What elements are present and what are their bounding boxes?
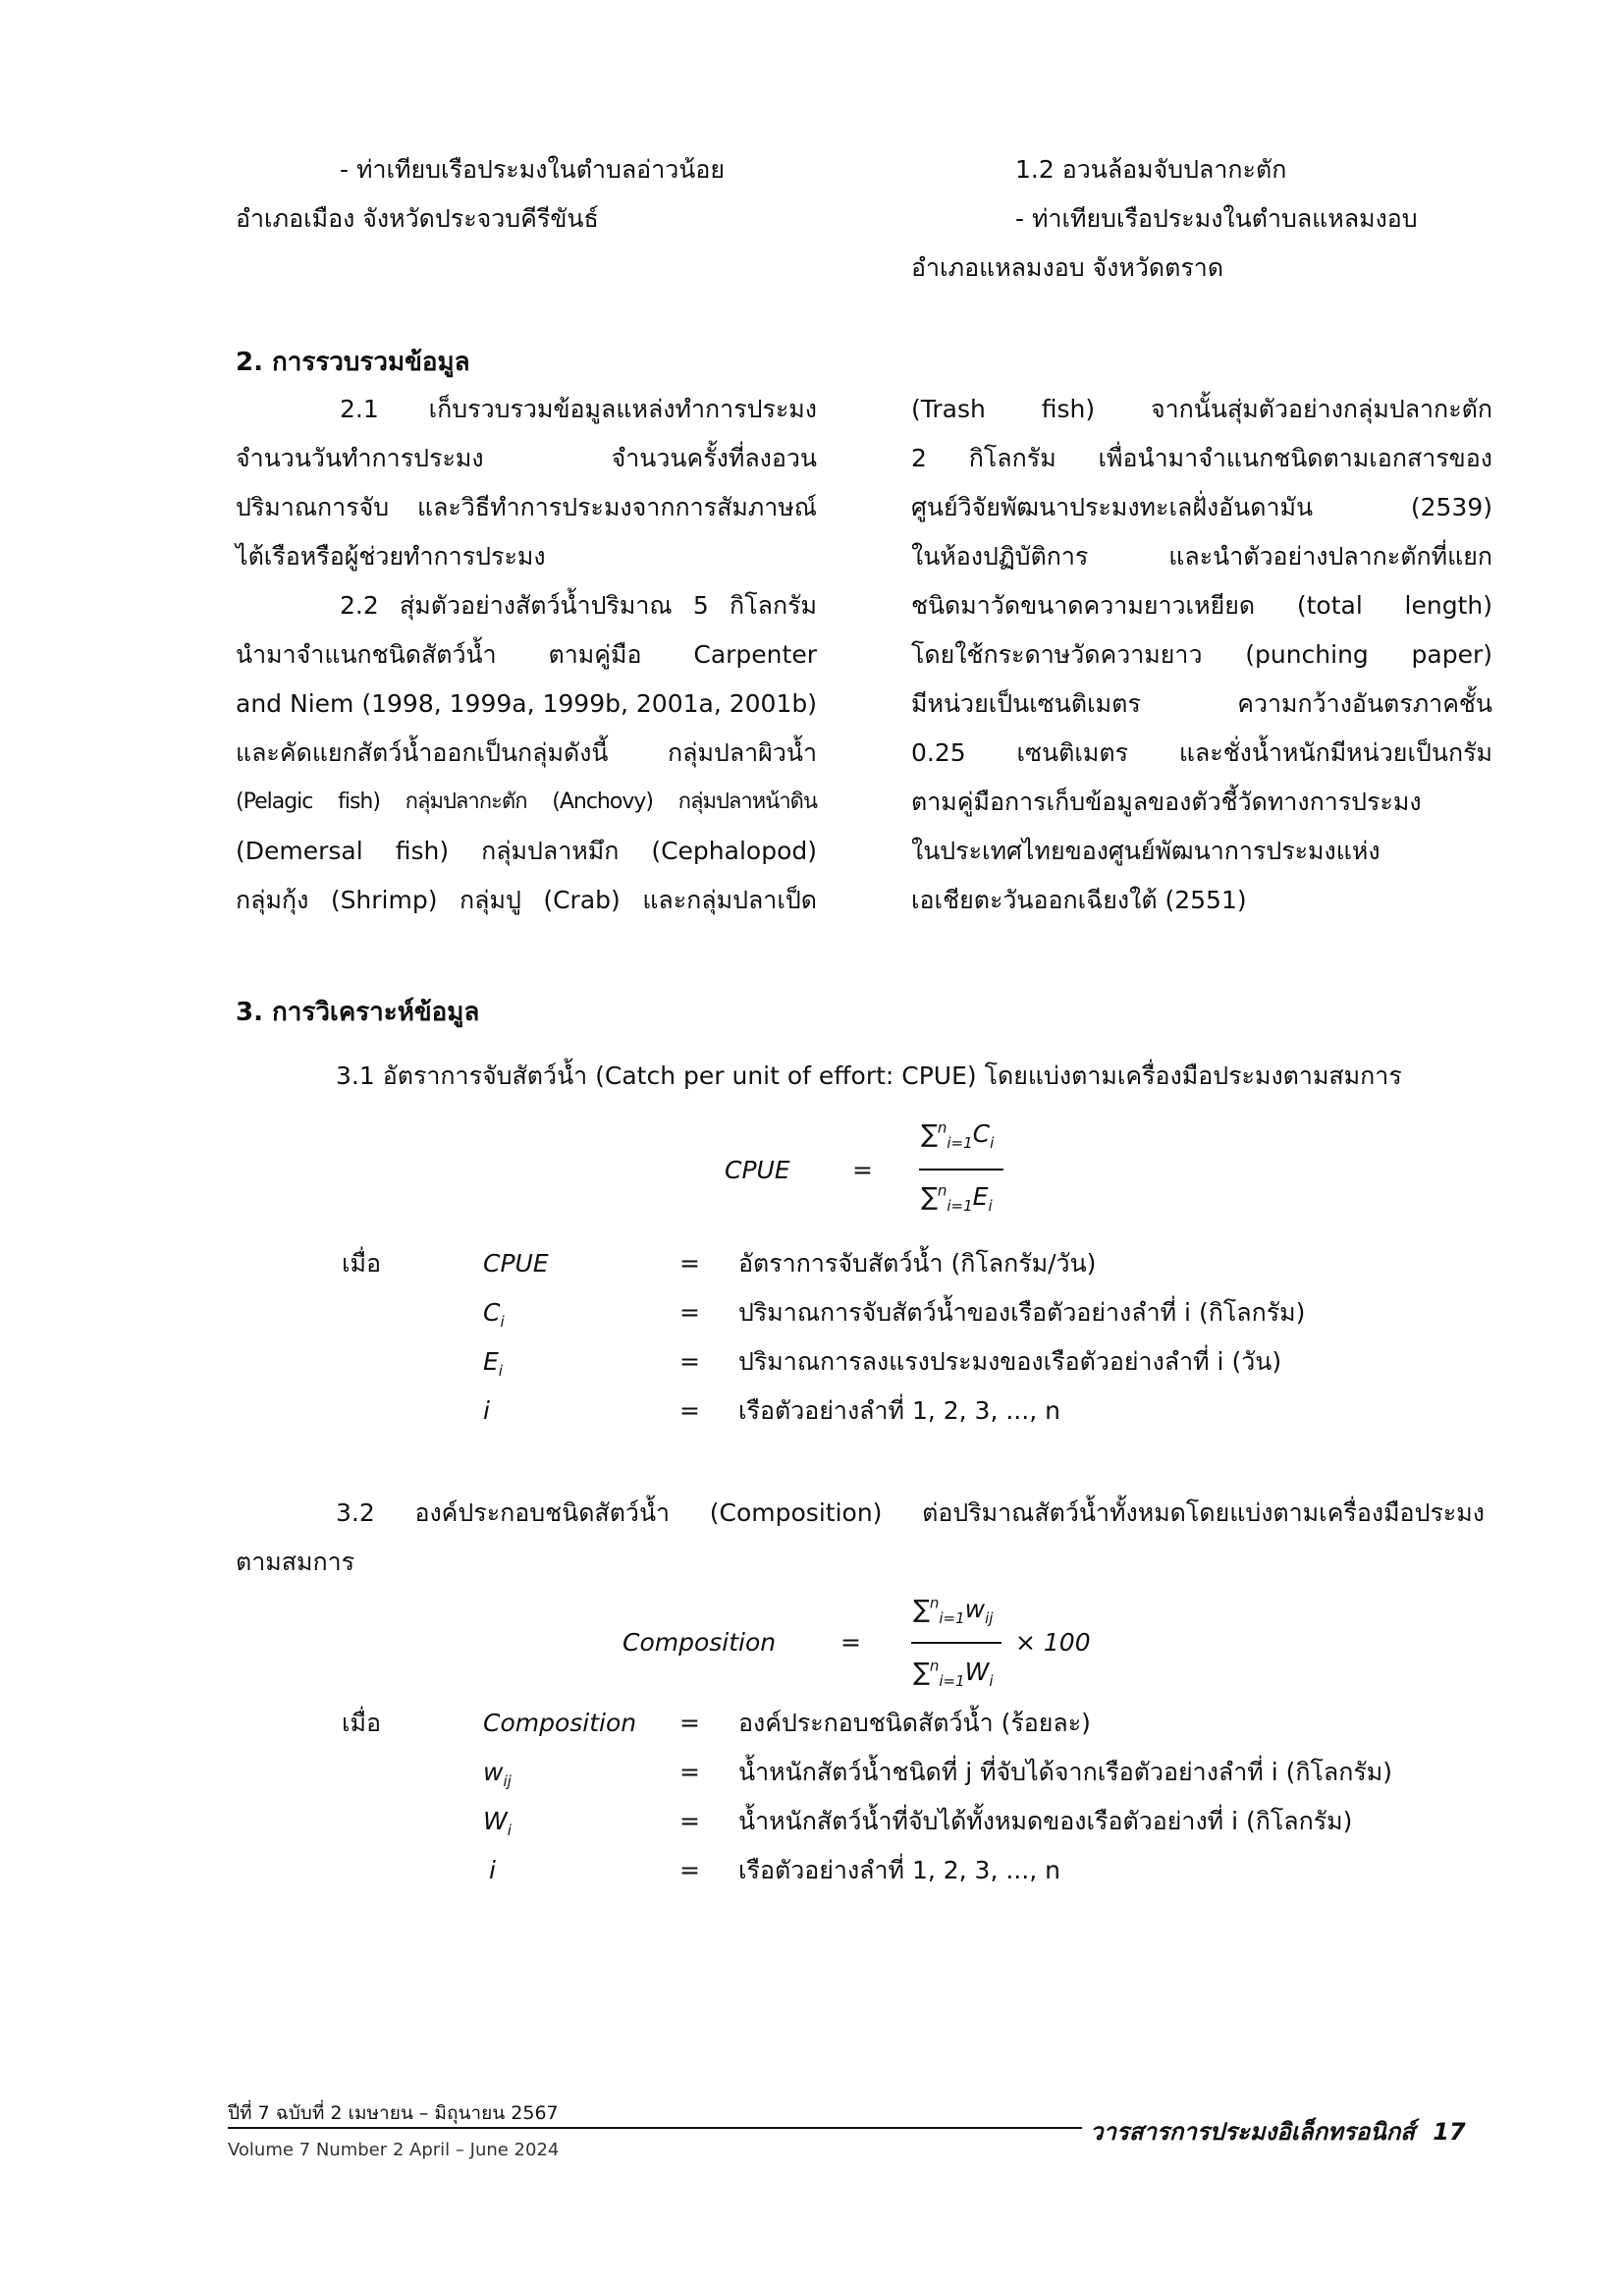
where-label: เมื่อ (342, 1709, 382, 1737)
where-label: เมื่อ (342, 1249, 382, 1278)
footer-issue-english: Volume 7 Number 2 April – June 2024 (228, 2140, 560, 2160)
equation-denominator (921, 1178, 993, 1216)
top-left-column (236, 151, 817, 233)
denominator-symbol: W (964, 1658, 990, 1686)
denominator-subscript: i (989, 1672, 994, 1690)
def-symbol: $E_i$ (483, 1347, 503, 1380)
def-description: น้ำหนักสัตว์น้ำชนิดที่ j ที่จับได้จากเรือตัวอย่างลำที่ i (กิโลกรัม) (738, 1758, 1393, 1786)
sigma-symbol: ∑ (921, 1119, 938, 1148)
paragraph-line: ปริมาณการจับ และวิธีทำการประมงจากการสัมภาษณ์ (236, 493, 817, 521)
sum-lower-limit: i=1 (939, 1609, 965, 1627)
numerator-subscript: i (990, 1134, 995, 1152)
top-left-line: อำเภอเมือง จังหวัดประจวบคีรีขันธ์ (236, 204, 599, 233)
def-symbol: i (483, 1396, 490, 1425)
paragraph-line: (Trash fish) จากนั้นสุ่มตัวอย่างกลุ่มปลากะตัก (911, 395, 1492, 423)
paragraph-line: กลุ่มกุ้ง (Shrimp) กลุ่มปู (Crab) และกลุ่มปลาเป็ด (236, 886, 817, 914)
equation-equals: = (840, 1628, 861, 1657)
section-2-left-column (236, 391, 817, 941)
paragraph-line: 0.25 เซนติเมตร และชั่งน้ำหนักมีหน่วยเป็นกรัม (911, 738, 1492, 767)
sum-lower-limit: i=1 (947, 1134, 973, 1152)
def-symbol: $C_i$ (483, 1298, 505, 1331)
paragraph-line: 2 กิโลกรัม เพื่อนำมาจำแนกชนิดตามเอกสารของ (911, 444, 1492, 472)
journal-title (1090, 2112, 1466, 2150)
numerator-symbol: w (964, 1595, 986, 1623)
paragraph-line: 2.2 สุ่มตัวอย่างสัตว์น้ำปริมาณ 5 กิโลกรัม (340, 591, 817, 620)
sum-lower-limit: i=1 (947, 1197, 973, 1215)
def-description: ปริมาณการลงแรงประมงของเรือตัวอย่างลำที่ i (วัน) (738, 1347, 1282, 1376)
def-equals: = (679, 1807, 700, 1835)
sum-lower-limit: i=1 (939, 1672, 965, 1690)
def-equals: = (679, 1249, 700, 1278)
sigma-symbol: ∑ (921, 1182, 938, 1211)
sum-upper-limit: n (929, 1657, 940, 1675)
paragraph-line: ไต้เรือหรือผู้ช่วยทำการประมง (236, 542, 546, 571)
equation-numerator (913, 1591, 993, 1628)
paragraph-line: โดยใช้กระดาษวัดความยาว (punching paper) (911, 640, 1492, 669)
def-description: ปริมาณการจับสัตว์น้ำของเรือตัวอย่างลำที่ i (กิโลกรัม) (738, 1298, 1306, 1327)
page-number: 17 (1433, 2118, 1466, 2146)
paragraph-3-1: 3.1 อัตราการจับสัตว์น้ำ (Catch per unit of effort: CPUE) โดยแบ่งตามเครื่องมือประมงตามสมการ (336, 1061, 1402, 1090)
numerator-subscript: ij (985, 1609, 994, 1627)
equation-denominator (913, 1654, 994, 1691)
fraction-bar (911, 1642, 1001, 1644)
paragraph-line: ตามคู่มือการเก็บข้อมูลของตัวชี้วัดทางการประมง (911, 788, 1422, 816)
sigma-symbol: ∑ (913, 1658, 930, 1686)
numerator-symbol: C (972, 1119, 991, 1148)
paragraph-line: ในห้องปฏิบัติการ และนำตัวอย่างปลากะตักที่แยก (911, 542, 1492, 571)
paragraph-line: นำมาจำแนกชนิดสัตว์น้ำ ตามคู่มือ Carpenter (236, 640, 817, 669)
fraction-bar (919, 1169, 1003, 1170)
def-description: เรือตัวอย่างลำที่ 1, 2, 3, ..., n (738, 1396, 1060, 1425)
section-2-heading: 2. การรวบรวมข้อมูล (236, 348, 470, 377)
def-description: อัตราการจับสัตว์น้ำ (กิโลกรัม/วัน) (738, 1249, 1097, 1278)
sum-upper-limit: n (937, 1181, 947, 1200)
def-description: องค์ประกอบชนิดสัตว์น้ำ (ร้อยละ) (738, 1709, 1091, 1737)
footer-issue-thai: ปีที่ 7 ฉบับที่ 2 เมษายน – มิถุนายน 2567 (228, 2102, 559, 2124)
paragraph-3-2-line: 3.2 องค์ประกอบชนิดสัตว์น้ำ (Composition) ต่อปริมาณสัตว์น้ำทั้งหมดโดยแบ่งตามเครื่องมือประมง (336, 1498, 1485, 1527)
denominator-subscript: i (988, 1197, 993, 1215)
def-description: เรือตัวอย่างลำที่ 1, 2, 3, ..., n (738, 1856, 1060, 1884)
journal-name: วารสารการประมงอิเล็กทรอนิกส์ (1090, 2118, 1415, 2146)
paragraph-line: มีหน่วยเป็นเซนติเมตร ความกว้างอันตรภาคชั้น (911, 689, 1492, 718)
def-description: น้ำหนักสัตว์น้ำที่จับได้ทั้งหมดของเรือตัวอย่างที่ i (กิโลกรัม) (738, 1807, 1353, 1835)
def-equals: = (679, 1298, 700, 1327)
top-right-column (911, 151, 1492, 282)
top-right-line: 1.2 อวนล้อมจับปลากะตัก (1015, 155, 1287, 184)
def-equals: = (679, 1856, 700, 1884)
paragraph-line: และคัดแยกสัตว์น้ำออกเป็นกลุ่มดังนี้ กลุ่มปลาผิวน้ำ (236, 738, 817, 767)
denominator-symbol: E (972, 1182, 989, 1211)
sum-upper-limit: n (937, 1118, 947, 1137)
paragraph-line: (Pelagic fish) กลุ่มปลากะตัก (Anchovy) กลุ่มปลาหน้าดิน (236, 789, 817, 814)
def-equals: = (679, 1347, 700, 1376)
top-left-line: - ท่าเทียบเรือประมงในตำบลอ่าวน้อย (340, 155, 726, 184)
def-symbol: $w_{ij}$ (483, 1758, 512, 1790)
paragraph-line: ในประเทศไทยของศูนย์พัฒนาการประมงแห่ง (911, 837, 1380, 865)
paragraph-line: (Demersal fish) กลุ่มปลาหมึก (Cephalopod) (236, 837, 817, 865)
footer-rule (228, 2127, 1082, 2129)
sigma-symbol: ∑ (913, 1595, 930, 1623)
def-symbol: CPUE (483, 1249, 549, 1278)
paragraph-line: เอเชียตะวันออกเฉียงใต้ (2551) (911, 886, 1247, 914)
section-2-right-column (911, 391, 1492, 941)
top-right-line: - ท่าเทียบเรือประมงในตำบลแหลมงอบ (1015, 204, 1418, 233)
paragraph-3-2-line: ตามสมการ (236, 1548, 355, 1576)
equation-multiplier: × 100 (1015, 1628, 1091, 1657)
equation-lhs: CPUE (725, 1156, 790, 1184)
def-symbol: $W_i$ (483, 1807, 512, 1839)
def-symbol: Composition (483, 1709, 637, 1737)
paragraph-line: ศูนย์วิจัยพัฒนาประมงทะเลฝั่งอันดามัน (2539) (911, 493, 1492, 521)
sum-upper-limit: n (929, 1594, 940, 1612)
def-equals: = (679, 1758, 700, 1786)
section-3-heading: 3. การวิเคราะห์ข้อมูล (236, 998, 480, 1027)
paragraph-line: ชนิดมาวัดขนาดความยาวเหยียด (total length) (911, 591, 1492, 620)
top-right-line: อำเภอแหลมงอบ จังหวัดตราด (911, 253, 1224, 282)
paragraph-line: จำนวนวันทำการประมง จำนวนครั้งที่ลงอวน (236, 444, 817, 472)
equation-equals: = (852, 1156, 873, 1184)
def-equals: = (679, 1709, 700, 1737)
def-symbol: i (489, 1856, 496, 1884)
paragraph-line: 2.1 เก็บรวบรวมข้อมูลแหล่งทำการประมง (340, 395, 817, 423)
paragraph-line: and Niem (1998, 1999a, 1999b, 2001a, 2001b) (236, 689, 817, 718)
equation-lhs: Composition (623, 1628, 777, 1657)
equation-numerator (921, 1116, 994, 1153)
def-equals: = (679, 1396, 700, 1425)
